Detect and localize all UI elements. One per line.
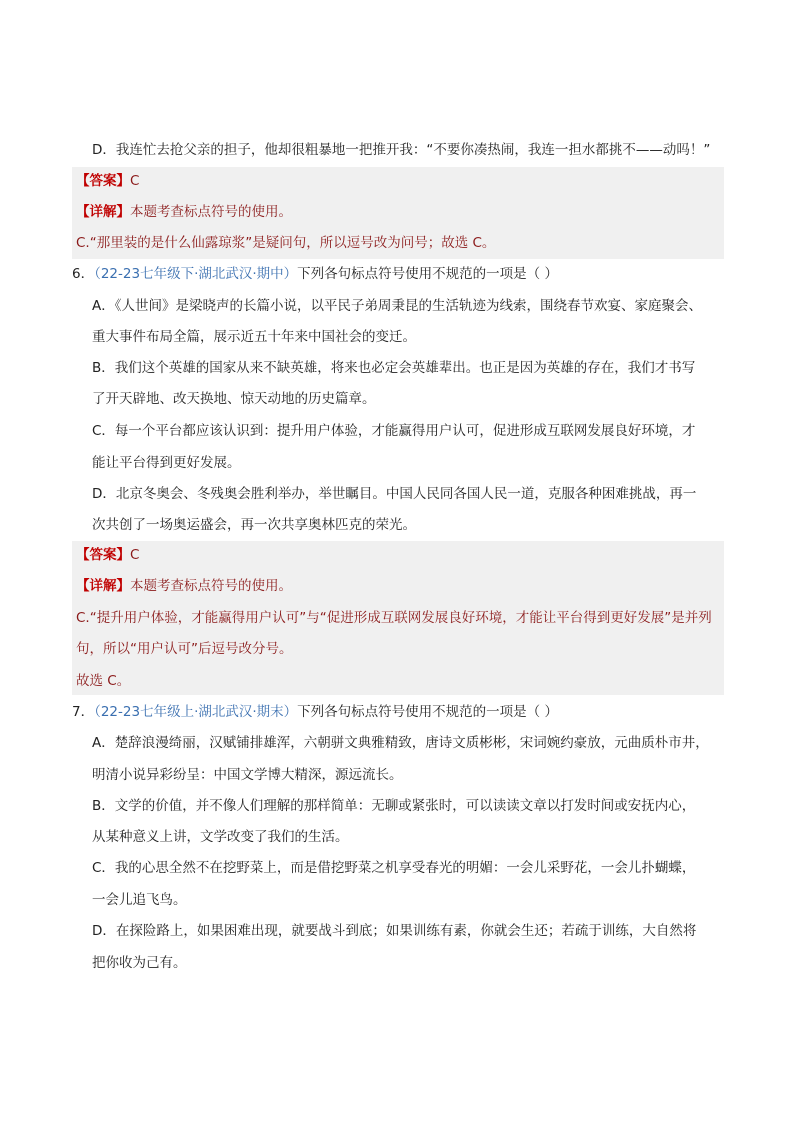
q7-option-b: B．文学的价值，并不像人们理解的那样简单：无聊或紧张时，可以读读文章以打发时间或安抚内心，	[92, 798, 696, 814]
q6-detail-text-2: 句，所以“用户认可”后逗号改分号。	[76, 641, 293, 657]
q6-option-c-cont: 能让平台得到更好发展。	[92, 455, 241, 471]
q7-stem	[72, 702, 558, 722]
detail-intro: 本题考查标点符号的使用。	[130, 204, 292, 220]
question-number: 7．	[72, 704, 95, 720]
q5-option-d: D．我连忙去抢父亲的担子，他却很粗暴地一把推开我：“不要你凑热闹，我连一担水都挑不——动吗！”	[92, 142, 711, 158]
q6-detail-line	[76, 576, 292, 596]
question-text: 下列各句标点符号使用不规范的一项是（ ）	[297, 704, 558, 720]
q5-detail-line	[76, 202, 292, 222]
detail-tag: 【详解】	[76, 578, 130, 594]
q6-option-c: C．每一个平台都应该认识到：提升用户体验，才能赢得用户认可，促进形成互联网发展良好环境，才	[92, 423, 696, 439]
q6-answer-line	[76, 545, 139, 565]
answer-tag: 【答案】	[76, 547, 130, 563]
q5-detail-text: C.“那里装的是什么仙露琼浆”是疑问句，所以逗号改为问号；故选 C。	[76, 235, 496, 251]
q6-option-d-cont: 次共创了一场奥运盛会，再一次共享奥林匹克的荣光。	[92, 517, 416, 533]
q7-option-a: A．楚辞浪漫绮丽，汉赋铺排雄浑，六朝骈文典雅精致，唐诗文质彬彬，宋词婉约豪放，元曲质朴市井，	[92, 735, 709, 751]
q7-option-b-cont: 从某种意义上讲，文学改变了我们的生活。	[92, 829, 349, 845]
q6-option-a: A．《人世间》是梁晓声的长篇小说，以平民子弟周秉昆的生活轨迹为线索，围绕春节欢宴、家庭聚会、	[92, 298, 702, 314]
question-source: （22-23七年级上·湖北武汉·期末）	[94, 704, 298, 720]
q6-option-b-cont: 了开天辟地、改天换地、惊天动地的历史篇章。	[92, 391, 376, 407]
answer-value: C	[130, 173, 140, 189]
question-text: 下列各句标点符号使用不规范的一项是（ ）	[297, 266, 558, 282]
q6-detail-text-3: 故选 C。	[76, 673, 131, 689]
question-number: 6．	[72, 266, 95, 282]
q6-option-a-cont: 重大事件布局全篇，展示近五十年来中国社会的变迁。	[92, 329, 416, 345]
q7-option-d-cont: 把你收为己有。	[92, 955, 187, 971]
answer-value: C	[130, 547, 140, 563]
q7-option-a-cont: 明清小说异彩纷呈：中国文学博大精深，源远流长。	[92, 767, 403, 783]
q6-stem	[72, 264, 558, 284]
detail-intro: 本题考查标点符号的使用。	[130, 578, 292, 594]
q6-option-b: B．我们这个英雄的国家从来不缺英雄，将来也必定会英雄辈出。也正是因为英雄的存在，我们才书写	[92, 360, 696, 376]
q6-detail-text-1: C.“提升用户体验，才能赢得用户认可”与“促进形成互联网发展良好环境，才能让平台得到更好发展”是并列	[76, 610, 712, 626]
answer-tag: 【答案】	[76, 173, 130, 189]
q7-option-c-cont: 一会儿追飞鸟。	[92, 892, 187, 908]
question-source: （22-23七年级下·湖北武汉·期中）	[94, 266, 298, 282]
q5-answer-line	[76, 171, 139, 191]
q7-option-c: C．我的心思全然不在挖野菜上，而是借挖野菜之机享受春光的明媚：一会儿采野花，一会儿扑蝴蝶，	[92, 860, 696, 876]
q6-option-d: D．北京冬奥会、冬残奥会胜利举办，举世瞩目。中国人民同各国人民一道，克服各种困难挑战，再一	[92, 486, 697, 502]
detail-tag: 【详解】	[76, 204, 130, 220]
q7-option-d: D．在探险路上，如果困难出现，就要战斗到底；如果训练有素，你就会生还；若疏于训练，大自然将	[92, 923, 697, 939]
